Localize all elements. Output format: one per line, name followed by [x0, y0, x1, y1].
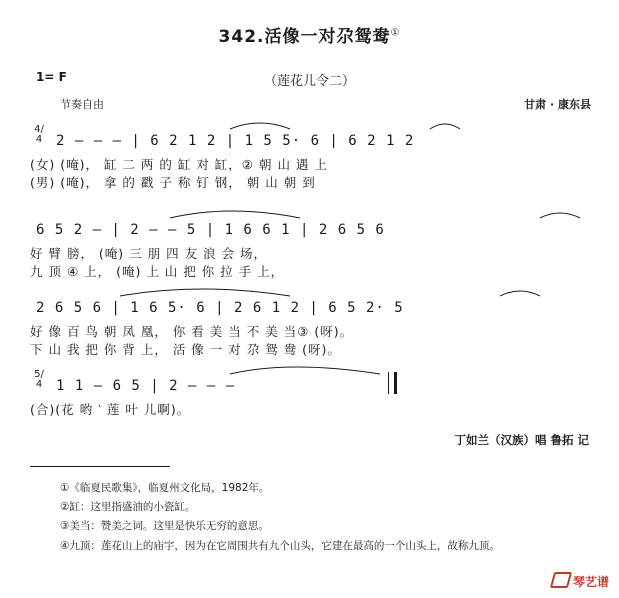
lyrics-male: (男) (唵)， 拿 的 戳 子 称 钉 钢， 朝 山 朝 到	[30, 175, 316, 190]
notation-line: 2 6 5 6 | 1 6 5· 6 | 2 6 1 2 | 6 5 2· 5	[36, 300, 404, 316]
tempo-marking: 节奏自由	[60, 98, 104, 111]
song-subtitle: （莲花儿令二）	[263, 74, 355, 89]
lyrics-chorus: (合)(花 哟 ‵ 莲 叶 儿啊)。	[30, 402, 191, 417]
notation-line: 2 — — — | 6 2 1 2 | 1 5 5· 6 | 6 2 1 2	[56, 133, 415, 149]
slur-marks	[120, 284, 580, 298]
footnote-2: ②缸：这里指盛油的小瓷缸。	[60, 501, 196, 513]
lyrics-female: (女) (唵)， 缸 二 两 的 缸 对 缸，② 朝 山 遇 上	[30, 157, 328, 172]
slur-marks	[230, 117, 590, 131]
song-title: 342.活像一对尕鸳鸯①	[218, 27, 401, 47]
lyrics-female: 好 臂 膀， (唵) 三 朋 四 友 浪 会 场，	[30, 246, 267, 261]
song-region: 甘肃 · 康东县	[524, 98, 591, 111]
slur-marks	[170, 206, 590, 220]
footnote-3: ③美当：赞美之词。这里是快乐无穷的意思。	[60, 520, 269, 532]
time-signature: 5/4	[34, 369, 44, 390]
performer-credit: 丁如兰（汉族）唱 鲁拓 记	[454, 433, 589, 447]
footnote-4: ④九顶：莲花山上的庙宇，因为在它周围共有九个山头，它建在最高的一个山头上，故称九顶。	[60, 540, 500, 552]
watermark-logo: 琴艺谱	[552, 572, 609, 590]
logo-icon	[550, 572, 572, 588]
notation-line: 1 1 — 6 5 | 2 — — —	[56, 378, 236, 394]
title-footnote-mark: ①	[390, 27, 401, 39]
time-signature: 4/4	[34, 124, 44, 145]
footnote-divider	[30, 466, 170, 467]
lyrics-male: 九 顶 ④ 上， (唵) 上 山 把 你 拉 手 上，	[30, 264, 285, 279]
footnote-1: ①《临夏民歌集》，临夏州文化局，1982年。	[60, 482, 270, 494]
notation-line: 6 5 2 — | 2 — — 5 | 1 6 6 1 | 2 6 5 6	[36, 222, 385, 238]
key-signature: 1= F	[36, 70, 67, 84]
lyrics-male: 下 山 我 把 你 背 上， 活 像 一 对 尕 鸳 鸯 (呀)。	[30, 342, 341, 357]
slur-marks	[230, 362, 390, 376]
lyrics-female: 好 像 百 鸟 朝 凤 凰， 你 看 美 当 不 美 当③ (呀)。	[30, 324, 354, 339]
